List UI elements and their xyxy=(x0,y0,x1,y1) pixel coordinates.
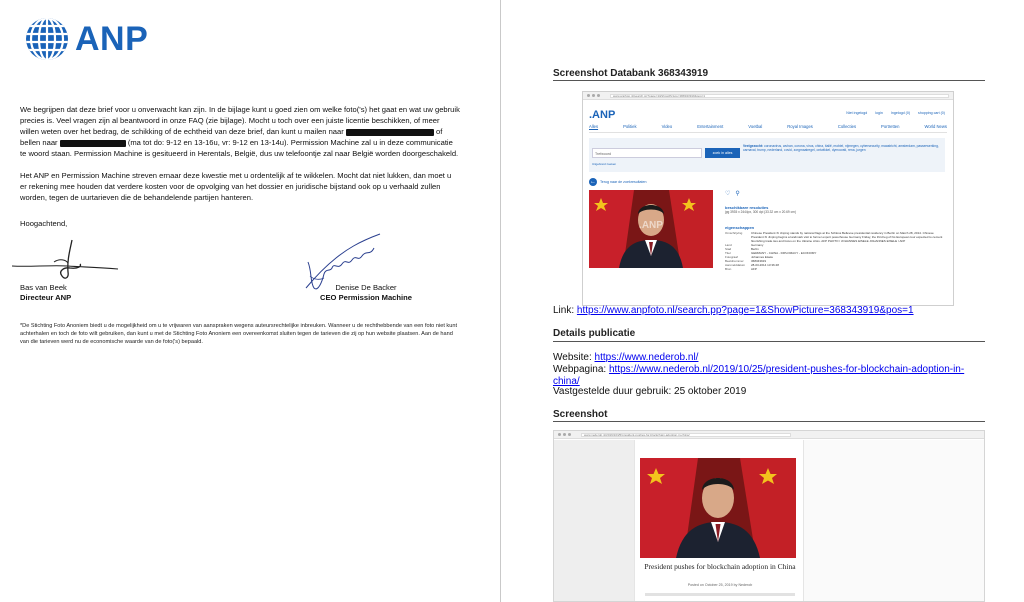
property-row: Stad Berlin xyxy=(725,247,759,251)
nav-forward-icon xyxy=(563,433,566,436)
property-row: Bron AFP xyxy=(725,267,757,271)
anp-advanced-search: Uitgebreid zoeken xyxy=(592,162,617,166)
nav-item: Voetbal xyxy=(748,124,763,129)
anp-logo xyxy=(24,16,148,62)
toplink: login xyxy=(875,111,883,115)
browser-toolbar xyxy=(554,431,984,439)
databank-link-line: Link: https://www.anpfoto.nl/search.pp?page=1&ShowPicture=368343919&pos=1 xyxy=(553,305,914,316)
anp-photo-actions xyxy=(725,190,740,197)
heart-icon: ♡ xyxy=(725,191,731,197)
anp-back-link: ← Terug naar de zoekresultaten xyxy=(590,179,647,185)
globe-icon xyxy=(24,16,70,62)
anp-search-panel xyxy=(589,138,945,172)
section-databank-title: Screenshot Databank 368343919 xyxy=(553,68,709,79)
nav-back-icon xyxy=(558,433,561,436)
xi-jinping-photo xyxy=(589,190,713,268)
nav-item: World News xyxy=(924,124,947,129)
nav-item: Entertainment xyxy=(697,124,724,129)
toplink: shopping cart (0) xyxy=(918,111,945,115)
anp-nav xyxy=(589,124,947,133)
property-row: Beeldnummer 368343919 xyxy=(725,259,767,263)
redacted-email xyxy=(346,129,434,136)
anp-databank-screenshot xyxy=(582,91,954,306)
property-row: Land Germany xyxy=(725,243,764,247)
section-rule xyxy=(553,80,985,81)
nav-item: Portretten xyxy=(881,124,900,129)
letter-body xyxy=(20,104,460,214)
anp-toplinks xyxy=(846,111,945,115)
anp-popular-tags: Veelgezocht: coronavirus, wuhan, corona, virus, china, italië, mobiel, nijmegen, cybersecurity, maastricht, amsterdam, passerwerking, carnaval, trump, nederland, covid, zorgmaatregel, ontwikkel, dymocrati, rena, jurgen xyxy=(743,144,939,153)
reload-icon xyxy=(597,94,600,97)
cart-icon: ⚲ xyxy=(735,191,740,197)
nav-back-icon xyxy=(587,94,590,97)
address-bar: www.nederob.nl/2019/10/25/president-pushes-for-blockchain-adoption-in-china/ xyxy=(581,433,791,437)
website-link[interactable]: https://www.nederob.nl/ xyxy=(594,352,699,363)
anp-resolution-value: jpg 3935 x 2444px, 300 dpi (33.32 cm x 20.69 cm) xyxy=(725,210,796,214)
browser-toolbar xyxy=(583,92,953,100)
databank-link[interactable]: https://www.anpfoto.nl/search.pp?page=1&ShowPicture=368343919&pos=1 xyxy=(576,305,914,316)
nav-forward-icon xyxy=(592,94,595,97)
letter-paragraph-2: Het ANP en Permission Machine streven ernaar deze kwestie met u ordentelijk af te wikkelen. Mocht dat niet lukken, dan moet u er rekening mee houden dat verdere kosten voor de opvolging van het dossier en juridische bijstand ook op u verhaald zullen worden, tegen de uurtarieven die de behandelende partijen hanteren. xyxy=(20,171,452,202)
nederob-sidebar xyxy=(554,440,634,602)
article-title: President pushes for blockchain adoption in China xyxy=(644,562,796,571)
section-screenshot-title: Screenshot xyxy=(553,409,608,420)
nav-item: Collecties xyxy=(837,124,857,129)
signer-right-role: CEO Permission Machine xyxy=(320,293,412,302)
signer-right xyxy=(320,283,412,303)
evidence-page xyxy=(502,0,1024,602)
section-rule xyxy=(553,341,985,342)
letter-page xyxy=(0,0,500,602)
toplink: Niet ingelogd xyxy=(846,111,868,115)
section-details-title: Details publicatie xyxy=(553,328,636,339)
property-row: Aanmelddatum 28-03-2014 13:36:48 xyxy=(725,263,779,267)
nederob-screenshot xyxy=(553,430,985,602)
webpage-line: Webpagina: https://www.nederob.nl/2019/10/25/president-pushes-for-blockchain-adoption-in- china/ xyxy=(553,364,965,387)
property-row: Omschrijving Chinese President Xi Jinping stands by national flags at the Schloss Bellevue presidential residency in Berlin on March 28, 2014. Chinese President Xi Jinping begins a landmark visit to former export powerhouse Germany Friday, the third leg of his European tour expected to cement flourishing trade ties and focus on the Ukraine crisis. AFP PHOTO / JOHANNES EISELE JOHANNES EISELE / AFP xyxy=(725,231,943,243)
signature-bas-van-beek xyxy=(10,236,120,286)
signer-left xyxy=(20,283,71,303)
property-row: Fotograaf Johannes Eisele xyxy=(725,255,774,259)
signer-left-role: Directeur ANP xyxy=(20,293,72,302)
anp-resolution-title: beschikbare resoluties xyxy=(725,205,769,210)
logo-text: ANP xyxy=(75,19,149,58)
letter-paragraph-1: We begrijpen dat deze brief voor u onverwacht kan zijn. In de bijlage kunt u goed zien om welke foto('s) het gaat en wat uw gebruik precies is. Veel vragen zijn al beantwoord in onze FAQ (zie bijlage). Mocht u toch over een juiste licentie beschikken, of meer willen weten over het bedrag, de schikking of de echtheid van deze brief, dan kunt u mailen naar of bellen naar (ma tot do: 9-12 en 13-16u, vr: 9-12 en 13-14u). Permission Machine zal u in deze communicatie te woord staan. Permission Machine is gesitueerd in Herentals, België, dus uw telefoontje zal naar België worden doorgeschakeld. xyxy=(20,105,460,158)
webpage-link-continued[interactable]: china/ xyxy=(553,376,580,387)
nav-item: Alles xyxy=(589,124,599,129)
section-rule xyxy=(553,421,985,422)
anp-search-button: zoek in alles xyxy=(705,148,740,158)
anp-site-logo: .ANP xyxy=(589,109,616,121)
nav-item: Royal Images xyxy=(787,124,813,129)
reload-icon xyxy=(568,433,571,436)
arrow-left-icon: ← xyxy=(590,179,596,185)
anp-properties-title: eigenschappen xyxy=(725,225,755,230)
letter-closing: Hoogachtend, xyxy=(20,219,68,228)
signer-right-name: Denise De Backer xyxy=(335,283,397,292)
address-bar: www.anpfoto.nl/search.pp?page=1&ShowPicture=368343919&pos=1 xyxy=(610,94,949,98)
redacted-phone xyxy=(60,140,126,147)
toplink: Ingelogd (0) xyxy=(890,111,911,115)
nav-item: Politiek xyxy=(623,124,637,129)
webpage-link[interactable]: https://www.nederob.nl/2019/10/25/president-pushes-for-blockchain-adoption-in- xyxy=(608,364,965,375)
nederob-article xyxy=(634,440,804,602)
article-body-line xyxy=(645,593,795,596)
page-divider xyxy=(500,0,501,602)
anp-search-input: Trefwoord xyxy=(592,148,702,158)
nav-item: Video xyxy=(661,124,673,129)
signer-left-name: Bas van Beek xyxy=(20,283,67,292)
property-row: Titel GERMANY - CHINA - DIPLOMACY - ECONOMY xyxy=(725,251,817,255)
anp-properties xyxy=(725,231,947,271)
duration-line: Vastgestelde duur gebruik: 25 oktober 2019 xyxy=(553,386,747,397)
letter-footnote: *De Stichting Foto Anoniem biedt u de mogelijkheid om u te vrijwaren van aanspraken wegens auteursrechtelijke inbreuken. Wanneer u de rechthebbende van een foto niet kunt achterhalen en toch de foto wilt gebruiken, dan kunt u met de Stichting Foto Anoniem een overeenkomst sluiten tegen de tarieven die zij op hun website plaatsen. Aan de hand van die tarieven werd nu de economische waarde van de foto('s) bepaald. xyxy=(20,323,457,346)
nederob-right-area xyxy=(804,440,985,602)
article-meta: Posted on October 25, 2019 by Nederob xyxy=(687,583,753,587)
website-line: Website: https://www.nederob.nl/ xyxy=(553,352,699,363)
svg-text:.ANP: .ANP xyxy=(639,220,663,231)
article-photo xyxy=(640,458,796,558)
